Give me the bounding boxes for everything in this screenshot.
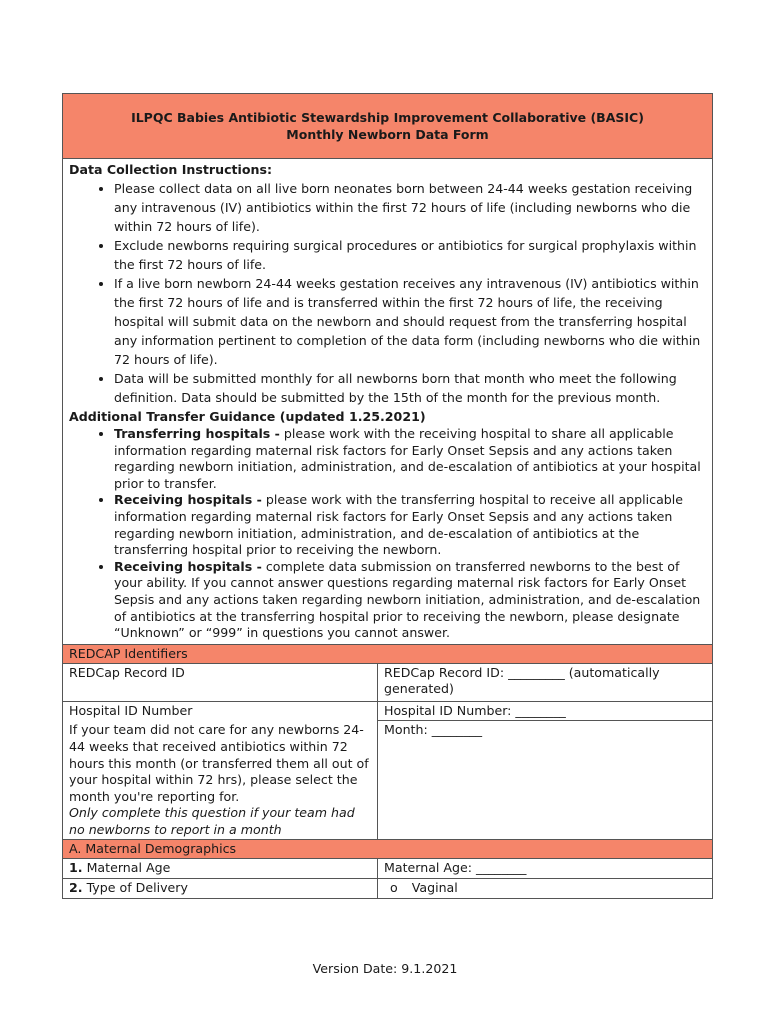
maternal-section-bar: A. Maternal Demographics [63, 840, 712, 859]
transfer-heading: Additional Transfer Guidance (updated 1.25.2021) [69, 409, 426, 424]
maternal-age-label [63, 859, 378, 878]
question-label: Maternal Age [82, 860, 171, 876]
instruction-item: • If a live born newborn 24-44 weeks gestation receives any intravenous (IV) antibiotics within the first 72 hours of life and is transferred within the first 72 hours of life, the receiving hospital will submit data on the newborn and should request from the transferring hospital any information pertinent to completion of the data form (including newborns who die within 72 hours of life). [114, 274, 706, 369]
instructions-heading: Data Collection Instructions: [69, 162, 273, 177]
transfer-item-lead: Receiving hospitals - [114, 492, 262, 508]
redcap-section-bar: REDCAP Identifiers [63, 644, 712, 664]
hospital-id-field[interactable]: Hospital ID Number: ________ [378, 702, 712, 722]
month-note: Only complete this question if your team had no newborns to report in a month [69, 805, 355, 837]
month-row [63, 721, 712, 840]
transfer-item-lead: Receiving hospitals - [114, 558, 262, 574]
version-date: Version Date: 9.1.2021 [312, 961, 458, 976]
transfer-item-text: please work with the transferring hospital to receive all applicable information regarding maternal risk factors for Early Onset Sepsis and any actions taken regarding newborn initiation, administration, and de-escalation of antibiotics at the transferring hospital prior to receiving the newborn. [114, 492, 684, 558]
instructions-list [69, 179, 706, 407]
record-id-label: REDCap Record ID [63, 664, 378, 701]
maternal-age-row [63, 859, 712, 879]
delivery-type-label [63, 879, 378, 898]
hospital-id-row [63, 702, 712, 722]
hospital-id-label: Hospital ID Number [63, 702, 378, 722]
question-number: 1. [69, 860, 83, 876]
maternal-age-field[interactable]: Maternal Age: ________ [384, 860, 527, 876]
transfer-item-lead: Transferring hospitals - [114, 426, 280, 441]
instruction-item: • Exclude newborns requiring surgical procedures or antibiotics for surgical prophylaxis within the first 72 hours of life. [114, 236, 706, 274]
radio-circle-icon[interactable]: o [390, 880, 398, 896]
transfer-item-text: complete data submission on transferred newborns to the best of your ability. If you cannot answer questions regarding maternal risk factors for Early Onset Sepsis and any actions taken regarding newborn initiation, administration, and de-escalation of antibiotics at the transferring hospital prior to receiving the newborn, please designate “Unknown” or “999” in questions you cannot answer. [114, 558, 701, 641]
delivery-type-row [63, 879, 712, 898]
delivery-option-vaginal[interactable] [378, 879, 712, 898]
month-label-cell [63, 721, 378, 839]
data-form [62, 93, 713, 899]
record-id-row [63, 664, 712, 702]
record-id-field[interactable]: REDCap Record ID: _________ (automatically generated) [384, 664, 660, 697]
instruction-item: • Data will be submitted monthly for all newborns born that month who meet the following definition. Data should be submitted by the 15th of the month for the previous month. [114, 369, 706, 407]
transfer-item-text: please work with the receiving hospital to share all applicable information regarding maternal risk factors for Early Onset Sepsis and any actions taken regarding newborn initiation, administration, and de-escalation of antibiotics at your hospital prior to transfer. [114, 426, 701, 491]
instruction-item: • Please collect data on all live born neonates born between 24-44 weeks gestation receiving any intravenous (IV) antibiotics within the first 72 hours of life (including newborns who die within 72 hours of life). [114, 179, 706, 236]
form-subtitle: Monthly Newborn Data Form [286, 127, 489, 142]
transfer-item [114, 559, 706, 642]
transfer-item [114, 426, 706, 492]
transfer-list [69, 426, 706, 642]
option-label: Vaginal [411, 880, 458, 896]
transfer-item [114, 492, 706, 558]
instructions-block [63, 159, 712, 644]
month-field[interactable]: Month: ________ [384, 722, 483, 738]
form-title: ILPQC Babies Antibiotic Stewardship Improvement Collaborative (BASIC) [131, 110, 644, 125]
month-label: If your team did not care for any newborns 24-44 weeks that received antibiotics within 72 hours this month (or transferred them all out of your hospital within 72 hrs), please select the month you're reporting for. [69, 722, 369, 804]
form-header [63, 94, 712, 159]
question-label: Type of Delivery [82, 880, 188, 896]
question-number: 2. [69, 880, 83, 896]
